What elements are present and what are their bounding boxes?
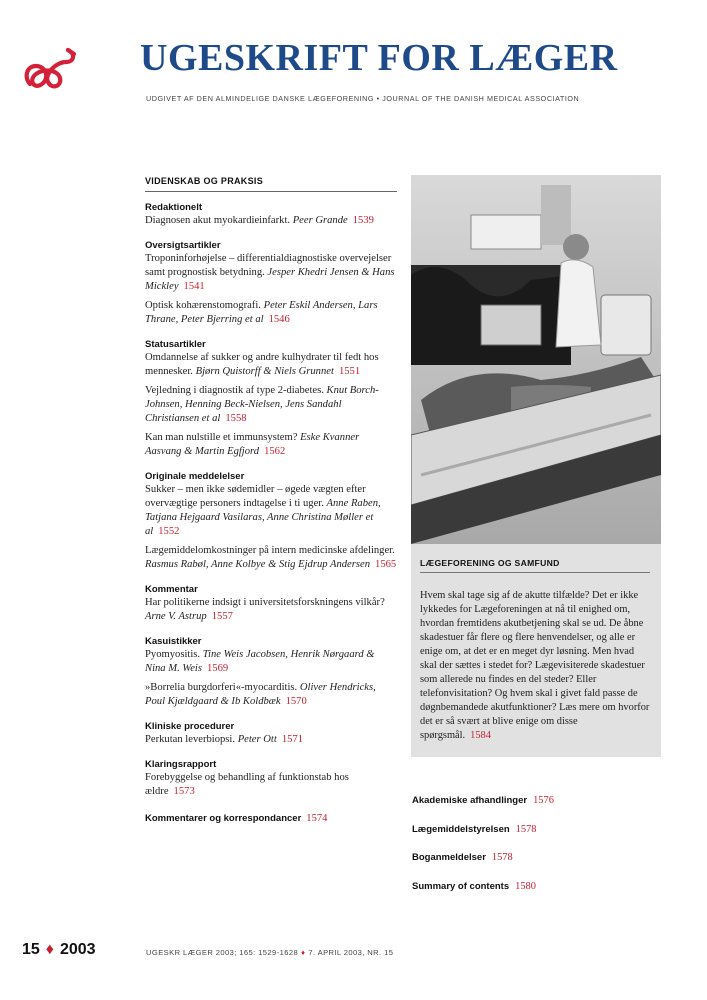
toc-category: Statusartikler (145, 339, 206, 350)
right-list-label: Lægemiddelstyrelsen (412, 823, 510, 835)
footer-citation (146, 948, 393, 957)
feature-box-body: Hvem skal tage sig af de akutte tilfælde? Det er ikke lykkedes for Lægeforeningen at nå til enighed om, hvordan fremtidens akutbetjening skal se ud. De åbne skadestuer får flere og flere henvendelser, og alle er enige om, at det er en meget dyr løsning. Men hvad skal der sættes i stedet for? Lægevisiterede skadestuer som allerede nu findes en del steder? Eller telefonvisitation? Og hvem skal i givet fald passe de døgnbemandede akutfunktioner? Læs mere om hvorfor det er så svært at blive enige om disse spørgsmål. (420, 590, 650, 741)
toc-entry[interactable] (145, 483, 397, 539)
diamond-icon: ♦ (301, 948, 306, 957)
masthead-title: UGESKRIFT FOR LÆGER (140, 37, 618, 79)
entry-page: 1551 (338, 366, 361, 377)
entry-authors: Peer Grande (292, 215, 348, 226)
right-list-item[interactable] (412, 852, 672, 881)
right-list-item[interactable] (412, 881, 672, 910)
entry-title: Perkutan leverbiopsi. (145, 734, 236, 745)
entry-page: 1557 (211, 611, 233, 622)
table-of-contents (145, 176, 397, 825)
toc-entry[interactable] (145, 431, 397, 459)
entry-title: Har politikerne indsigt i universitetsforskningens vilkår? (145, 597, 385, 608)
diamond-icon: ♦ (45, 941, 54, 958)
toc-entry[interactable] (145, 252, 397, 294)
right-list-page: 1580 (515, 881, 536, 893)
entry-title: Troponinforhøjelse – differentialdiagnostiske overvejelser samt prognostisk betydning. (145, 253, 392, 278)
issue-number (22, 941, 96, 959)
snake-staff-icon (22, 44, 78, 94)
entry-page: 1565 (375, 559, 397, 570)
entry-authors: Knut Borch-Johnsen, Henning Beck-Nielsen, Jens Sandahl Christiansen et al (145, 385, 379, 424)
entry-title: »Borrelia burgdorferi«-myocarditis. (145, 682, 298, 693)
right-list-label: Akademiske afhandlinger (412, 795, 528, 806)
entry-page: 1546 (268, 314, 290, 325)
toc-entry[interactable] (145, 384, 397, 426)
toc-entry[interactable] (145, 648, 397, 676)
entry-authors: Peter Ott (237, 734, 277, 745)
toc-entry[interactable] (145, 596, 397, 624)
toc-category: Originale meddelelser (145, 471, 245, 482)
entry-page: 1571 (281, 734, 304, 745)
toc-categories (145, 202, 397, 799)
entry-title: Pyomyositis. (145, 649, 201, 660)
toc-entry[interactable] (145, 214, 397, 228)
right-list-label: Summary of contents (412, 881, 510, 893)
entry-title: Optisk kohærenstomografi. (145, 300, 261, 311)
entry-page: 1552 (158, 526, 180, 537)
entry-title: Lægemiddelomkostninger på intern medicinske afdelinger. (145, 545, 395, 556)
entry-authors: Anne Raben, Tatjana Hejgaard Vasilaras, Anne Christina Møller et al (145, 498, 381, 537)
toc-final-item[interactable] (145, 813, 397, 824)
right-list-page: 1578 (515, 823, 537, 835)
entry-authors: Oliver Hendricks, Poul Kjældgaard & Ib Koldbæk (145, 682, 376, 707)
toc-category: Kasuistikker (145, 636, 202, 647)
entry-authors: Peter Eskil Andersen, Lars Thrane, Peter Bjerring et al (145, 300, 378, 325)
entry-page: 1562 (264, 446, 286, 457)
right-list-page: 1576 (533, 795, 554, 806)
right-list-label: Boganmeldelser (412, 852, 486, 864)
entry-authors: Bjørn Quistorff & Niels Grunnet (195, 366, 334, 377)
footer-date: 7. APRIL 2003, NR. 15 (308, 948, 394, 957)
toc-entry[interactable] (145, 733, 397, 747)
issue-number-value: 15 (22, 941, 40, 958)
entry-page: 1573 (173, 786, 195, 797)
toc-entry[interactable] (145, 681, 397, 709)
right-list-item[interactable] (412, 824, 672, 853)
entry-page: 1558 (225, 413, 247, 424)
entry-title: Forebyggelse og behandling af funktionstab hos ældre (145, 772, 349, 797)
entry-page: 1569 (207, 663, 229, 674)
final-item-page: 1574 (306, 813, 328, 824)
toc-category: Kommentar (145, 584, 198, 595)
toc-entry[interactable] (145, 351, 397, 379)
feature-box-page: 1584 (470, 730, 491, 741)
toc-entry[interactable] (145, 544, 397, 572)
entry-authors: Eske Kvanner Aasvang & Martin Egfjord (145, 432, 360, 457)
entry-authors: Arne V. Astrup (145, 611, 207, 622)
right-list (412, 795, 672, 910)
photo-illustration (411, 175, 661, 544)
feature-box-title: LÆGEFORENING OG SAMFUND (420, 558, 650, 573)
toc-entry[interactable] (145, 771, 397, 799)
entry-page: 1570 (285, 696, 307, 707)
hospital-photo (411, 175, 661, 544)
entry-title: Vejledning i diagnostik af type 2-diabetes. (145, 385, 324, 396)
toc-category: Klaringsrapport (145, 759, 217, 770)
entry-authors: Tine Weis Jacobsen, Henrik Nørgaard & Nina M. Weis (145, 649, 375, 674)
masthead-subtitle: UDGIVET AF DEN ALMINDELIGE DANSKE LÆGEFORENING • JOURNAL OF THE DANISH MEDICAL ASSOCIATION (146, 94, 580, 103)
entry-title: Kan man nulstille et immunsystem? (145, 432, 298, 443)
entry-title: Sukker – men ikke sødemidler – øgede vægten efter overvægtige personers indtagelse i ti uger. (145, 484, 366, 509)
right-list-item[interactable] (412, 795, 672, 824)
entry-authors: Jesper Khedri Jensen & Hans Mickley (145, 267, 395, 292)
entry-title: Omdannelse af sukker og andre kulhydrater til fedt hos mennesker. (145, 352, 379, 377)
issue-year: 2003 (59, 941, 96, 958)
section-title: VIDENSKAB OG PRAKSIS (145, 176, 397, 192)
feature-box-text (420, 589, 650, 743)
final-item-label: Kommentarer og korrespondancer (145, 813, 302, 824)
right-list-page: 1578 (491, 852, 513, 864)
entry-authors: Rasmus Rabøl, Anne Kolbye & Stig Ejdrup Andersen (145, 559, 371, 570)
entry-page: 1539 (352, 215, 374, 226)
feature-box (411, 544, 661, 757)
toc-entry[interactable] (145, 299, 397, 327)
toc-category: Redaktionelt (145, 202, 203, 213)
toc-category: Kliniske procedurer (145, 721, 235, 732)
entry-title: Diagnosen akut myokardieinfarkt. (145, 215, 291, 226)
footer-citation-text: UGESKR LÆGER 2003; 165: 1529-1628 (146, 948, 299, 957)
entry-page: 1541 (183, 281, 205, 292)
toc-category: Oversigtsartikler (145, 240, 221, 251)
